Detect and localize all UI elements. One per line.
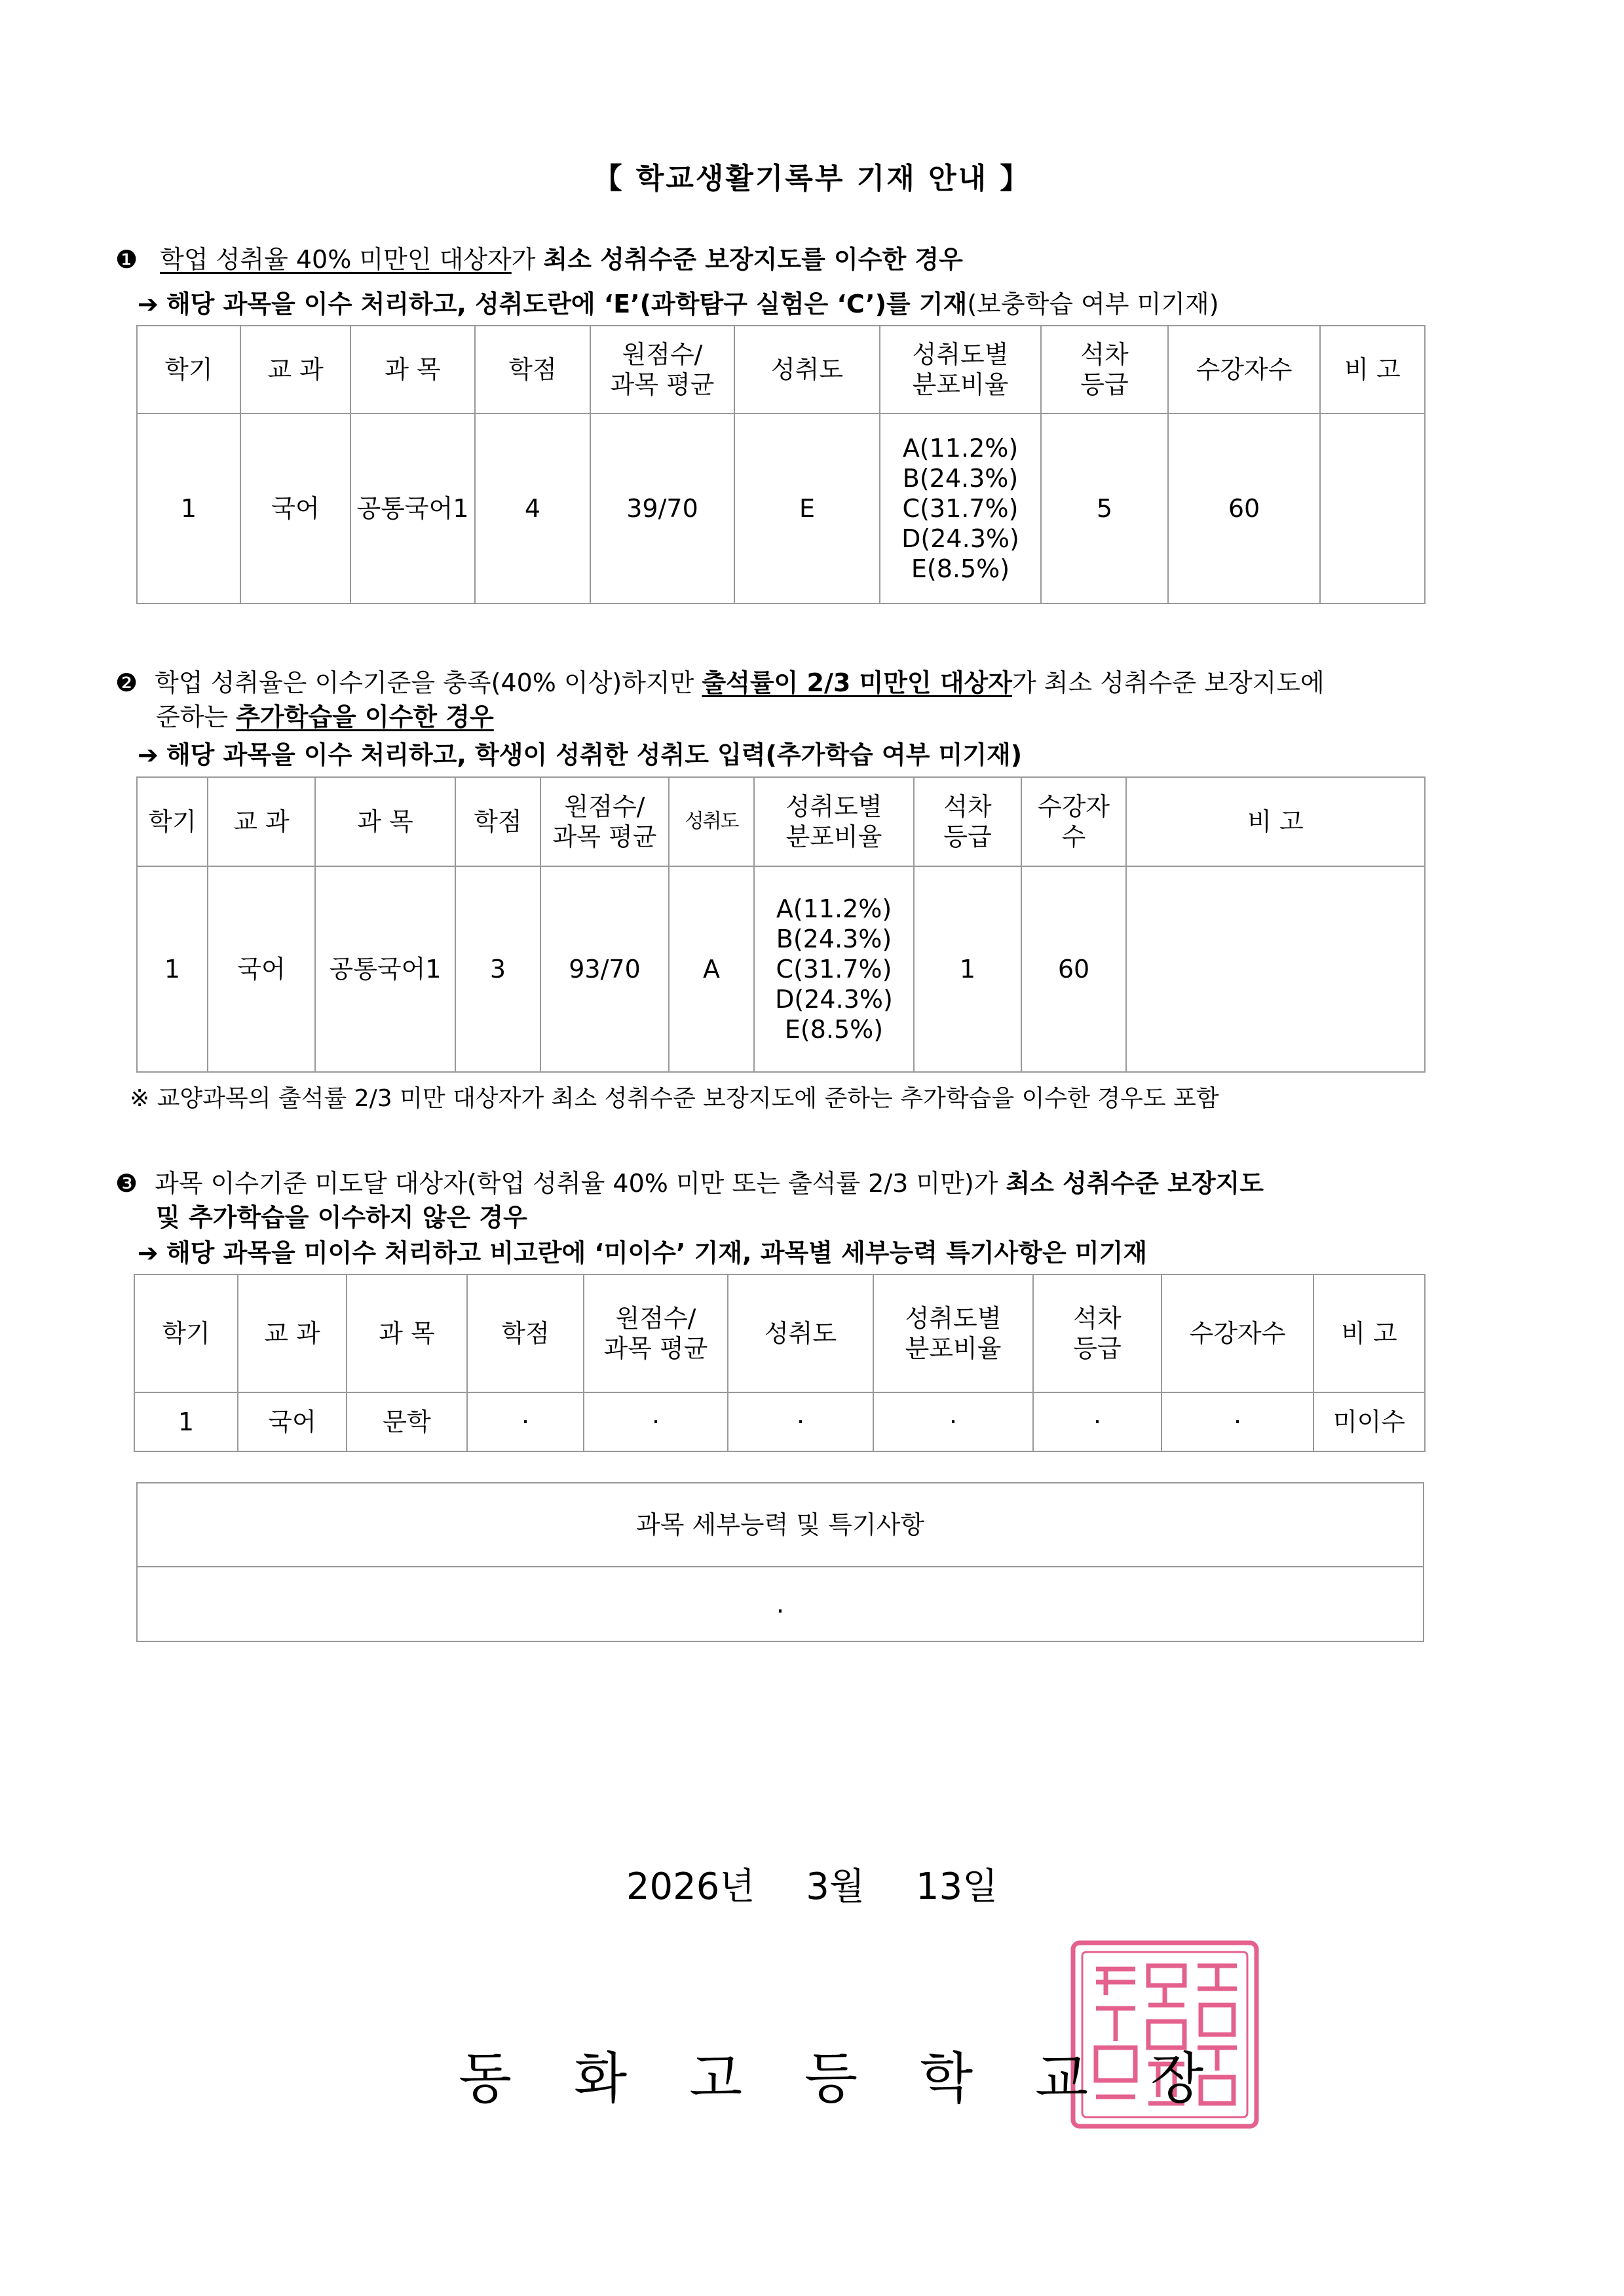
cell-remarks (1126, 866, 1425, 1072)
table-header-row (137, 777, 1425, 866)
cell-remarks: 미이수 (1313, 1392, 1425, 1451)
header-cell: 학점 (455, 777, 540, 866)
section-3-marker: ❸ (115, 1169, 138, 1198)
cell-credits: · (467, 1392, 584, 1451)
section-2-target: 출석률이 2/3 미만인 대상자 (702, 668, 1012, 697)
header-cell: 비 고 (1313, 1274, 1425, 1392)
header-cell: 비 고 (1126, 777, 1425, 866)
section-2-condition: 추가학습을 이수한 경우 (236, 702, 494, 731)
header-cell: 성취도 (728, 1274, 873, 1392)
arrow-icon: ➔ (138, 290, 159, 318)
header-cell: 학점 (475, 326, 590, 413)
header-cell: 교 과 (208, 777, 315, 866)
header-cell: 학기 (134, 1274, 238, 1392)
detail-header-row (137, 1483, 1424, 1567)
header-cell: 수강자 수 (1021, 777, 1126, 866)
header-cell: 성취도별 분포비율 (873, 1274, 1033, 1392)
header-cell: 원점수/ 과목 평균 (540, 777, 669, 866)
arrow-icon: ➔ (138, 740, 159, 769)
header-cell: 원점수/ 과목 평균 (584, 1274, 728, 1392)
cell-subject: 공통국어1 (350, 413, 475, 603)
header-cell: 교 과 (238, 1274, 347, 1392)
detail-table (136, 1482, 1424, 1642)
school-char: 장 (1150, 2046, 1204, 2111)
section-2-marker: ❷ (115, 668, 138, 697)
cell-score: 39/70 (590, 413, 734, 603)
date-day: 13일 (915, 1866, 998, 1908)
header-cell: 학점 (467, 1274, 584, 1392)
cell-semester: 1 (137, 866, 208, 1072)
table-header-row (134, 1274, 1425, 1392)
cell-rank-grade: · (1033, 1392, 1161, 1451)
section-3-table (134, 1274, 1426, 1452)
section-1-instruction-bold: 해당 과목을 이수 처리하고, 성취도란에 ‘E’(과학탐구 실험은 ‘C’)를 기재 (166, 290, 968, 318)
cell-achievement: · (728, 1392, 873, 1451)
section-3-text: 과목 이수기준 미도달 대상자(학업 성취율 40% 미만 또는 출석률 2/3 미만)가 (155, 1169, 1006, 1198)
school-char: 등 (804, 2046, 858, 2111)
cell-distribution: · (873, 1392, 1033, 1451)
section-2-text-tail: 가 최소 성취수준 보장지도에 (1011, 668, 1325, 697)
header-cell: 성취도 (669, 777, 754, 866)
cell-students: · (1161, 1392, 1313, 1451)
header-cell: 과 목 (315, 777, 455, 866)
header-cell: 과 목 (350, 326, 475, 413)
detail-value: . (137, 1567, 1424, 1641)
cell-achievement: E (734, 413, 880, 603)
table-row (137, 866, 1425, 1072)
section-1-marker: ❶ (115, 245, 138, 274)
cell-semester: 1 (137, 413, 240, 603)
cell-subject-area: 국어 (238, 1392, 347, 1451)
issue-date (0, 1858, 1624, 1910)
header-cell: 과 목 (347, 1274, 467, 1392)
school-char: 고 (689, 2046, 743, 2111)
header-cell: 성취도별 분포비율 (880, 326, 1041, 413)
table-row (137, 413, 1425, 603)
section-2-text-2: 준하는 (156, 702, 236, 731)
section-3-heading (115, 1166, 1517, 1234)
header-cell: 교 과 (240, 326, 350, 413)
date-year: 2026년 (626, 1866, 755, 1908)
school-char: 화 (574, 2046, 628, 2111)
cell-students: 60 (1168, 413, 1320, 603)
cell-distribution: A(11.2%) B(24.3%) C(31.7%) D(24.3%) E(8.5%) (880, 413, 1041, 603)
section-1-instruction-note: (보충학습 여부 미기재) (967, 290, 1219, 318)
section-2-instruction-bold: 해당 과목을 이수 처리하고, 학생이 성취한 성취도 입력(추가학습 여부 미기재) (166, 740, 1023, 769)
cell-distribution: A(11.2%) B(24.3%) C(31.7%) D(24.3%) E(8.5%) (754, 866, 914, 1072)
header-cell: 석차 등급 (914, 777, 1021, 866)
section-3-instruction-bold: 해당 과목을 미이수 처리하고 비고란에 ‘미이수’ 기재, 과목별 세부능력 특기사항은 미기재 (166, 1238, 1148, 1267)
cell-subject-area: 국어 (240, 413, 350, 603)
header-cell: 학기 (137, 777, 208, 866)
header-cell: 석차 등급 (1041, 326, 1168, 413)
cell-subject: 공통국어1 (315, 866, 455, 1072)
detail-row (137, 1567, 1424, 1641)
section-2-table (136, 776, 1426, 1073)
cell-achievement: A (669, 866, 754, 1072)
cell-score: · (584, 1392, 728, 1451)
cell-score: 93/70 (540, 866, 669, 1072)
section-3-condition-2: 및 추가학습을 이수하지 않은 경우 (156, 1203, 527, 1232)
header-cell: 성취도별 분포비율 (754, 777, 914, 866)
cell-credits: 3 (455, 866, 540, 1072)
cell-remarks (1320, 413, 1425, 603)
section-1-heading (115, 242, 963, 277)
table-row (134, 1392, 1425, 1451)
school-char: 교 (1035, 2046, 1089, 2111)
header-cell: 수강자수 (1168, 326, 1320, 413)
cell-rank-grade: 5 (1041, 413, 1168, 603)
cell-subject-area: 국어 (208, 866, 315, 1072)
header-cell: 학기 (137, 326, 240, 413)
section-1-connector: 가 (511, 245, 544, 274)
school-principal-signature (459, 2035, 1266, 2114)
section-1-instruction (138, 287, 1219, 321)
arrow-icon: ➔ (138, 1238, 159, 1267)
date-month: 3월 (806, 1866, 865, 1908)
cell-semester: 1 (134, 1392, 238, 1451)
section-1-table (136, 325, 1426, 604)
header-cell: 원점수/ 과목 평균 (590, 326, 734, 413)
school-char: 학 (920, 2046, 973, 2111)
cell-students: 60 (1021, 866, 1126, 1072)
cell-credits: 4 (475, 413, 590, 603)
detail-header: 과목 세부능력 및 특기사항 (137, 1483, 1424, 1567)
section-1-condition: 최소 성취수준 보장지도를 이수한 경우 (543, 245, 963, 274)
header-cell: 수강자수 (1161, 1274, 1313, 1392)
section-2-instruction (138, 738, 1022, 772)
section-3-condition: 최소 성취수준 보장지도 (1006, 1169, 1264, 1198)
table-header-row (137, 326, 1425, 413)
section-2-heading (115, 666, 1517, 734)
header-cell: 성취도 (734, 326, 880, 413)
cell-rank-grade: 1 (914, 866, 1021, 1072)
header-cell: 석차 등급 (1033, 1274, 1161, 1392)
section-1-target: 학업 성취율 40% 미만인 대상자 (160, 245, 512, 274)
header-cell: 비 고 (1320, 326, 1425, 413)
section-2-footnote: ※ 교양과목의 출석률 2/3 미만 대상자가 최소 성취수준 보장지도에 준하는 추가학습을 이수한 경우도 포함 (130, 1085, 1219, 1112)
page-title: 【 학교생활기록부 기재 안내 】 (593, 162, 1031, 195)
section-3-instruction (138, 1236, 1147, 1270)
section-2-text: 학업 성취율은 이수기준을 충족(40% 이상)하지만 (155, 668, 702, 697)
cell-subject: 문학 (347, 1392, 467, 1451)
school-char: 동 (459, 2046, 512, 2111)
